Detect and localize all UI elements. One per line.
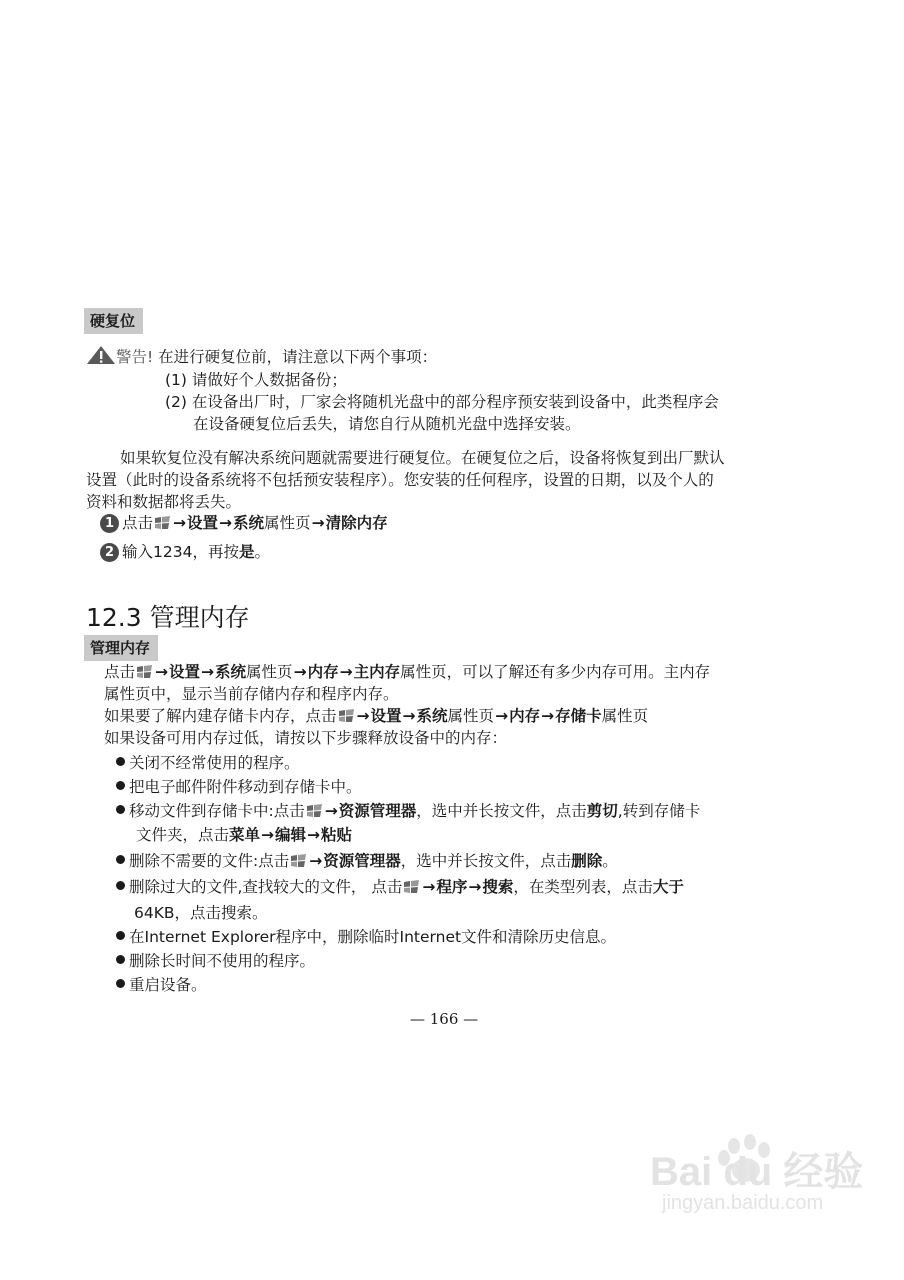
arrow-icon: → bbox=[311, 514, 325, 532]
bullet-4-pre: 删除不需要的文件:点击 bbox=[129, 852, 290, 870]
windows-start-icon bbox=[403, 880, 420, 894]
arrow-icon: → bbox=[219, 514, 233, 532]
bullet-dot bbox=[116, 757, 125, 766]
bullet-item-3 bbox=[116, 800, 700, 822]
step-2 bbox=[100, 541, 270, 563]
arrow-icon: → bbox=[155, 663, 169, 681]
bullet-3-line2-pre: 文件夹，点击 bbox=[136, 826, 230, 844]
hard-reset-para-line2: 设置（此时的设备系统将不包括预安装程序）。您安装的任何程序，设置的日期，以及个人的 bbox=[86, 471, 714, 489]
memory-line-3 bbox=[104, 705, 648, 727]
arrow-icon: → bbox=[356, 707, 370, 725]
section-title-text: 管理内存 bbox=[149, 603, 250, 632]
warning-label: 警告! bbox=[116, 348, 154, 366]
bullet-7-text: 删除长时间不使用的程序。 bbox=[129, 952, 316, 970]
arrow-icon: → bbox=[201, 663, 215, 681]
menu-programs: 程序 bbox=[436, 878, 468, 896]
step-1-number: 1 bbox=[100, 514, 119, 533]
bullet-3-post: ,转到存储卡 bbox=[617, 802, 701, 820]
menu-memory: 内存 bbox=[307, 663, 339, 681]
arrow-icon: → bbox=[402, 707, 416, 725]
arrow-icon: → bbox=[309, 852, 323, 870]
bullet-3-mid: ，选中并长按文件，点击 bbox=[416, 802, 587, 820]
bullet-dot bbox=[116, 979, 125, 988]
step-1-page: 属性页 bbox=[264, 514, 311, 532]
bullet-dot bbox=[116, 931, 125, 940]
bullet-item-5 bbox=[116, 876, 684, 898]
bullet-item-3-line2 bbox=[136, 824, 352, 846]
menu-file-explorer: 资源管理器 bbox=[338, 802, 417, 820]
menu-main-memory: 主内存 bbox=[353, 663, 401, 681]
arrow-icon: → bbox=[541, 707, 555, 725]
menu-system: 系统 bbox=[416, 707, 448, 725]
bullet-item-1 bbox=[116, 752, 300, 774]
arrow-icon: → bbox=[261, 826, 275, 844]
menu-paste: 粘贴 bbox=[321, 826, 353, 844]
windows-start-icon bbox=[290, 854, 307, 868]
menu-settings: 设置 bbox=[370, 707, 402, 725]
page-number: — 166 — bbox=[410, 1010, 479, 1028]
windows-start-icon bbox=[306, 804, 323, 818]
warning-item-1: (1) 请做好个人数据备份； bbox=[165, 371, 347, 389]
menu-delete: 删除 bbox=[571, 852, 603, 870]
bullet-item-4 bbox=[116, 850, 618, 872]
bullet-3-pre: 移动文件到存储卡中:点击 bbox=[129, 802, 305, 820]
menu-clear-memory: 清除内存 bbox=[325, 514, 388, 532]
step-1-pre: 点击 bbox=[122, 514, 154, 532]
warning-intro: 在进行硬复位前，请注意以下两个事项： bbox=[158, 348, 438, 366]
step-2-pre: 输入1234，再按 bbox=[122, 543, 239, 561]
windows-start-icon bbox=[154, 516, 171, 530]
bullet-item-2 bbox=[116, 776, 362, 798]
arrow-icon: → bbox=[173, 514, 187, 532]
memory-line-2: 属性页中，显示当前存储内存和程序内存。 bbox=[104, 685, 399, 703]
arrow-icon: → bbox=[293, 663, 307, 681]
menu-memory: 内存 bbox=[509, 707, 541, 725]
watermark-brand: Bai du 经验 bbox=[650, 1150, 864, 1194]
memory-line-1-pre: 点击 bbox=[104, 663, 136, 681]
menu-settings: 设置 bbox=[169, 663, 201, 681]
bullet-5-pre: 删除过大的文件,查找较大的文件， 点击 bbox=[129, 878, 403, 896]
menu-cut: 剪切 bbox=[586, 802, 618, 820]
hard-reset-para-line3: 资料和数据都将丢失。 bbox=[86, 493, 242, 511]
hard-reset-label: 硬复位 bbox=[84, 308, 143, 334]
memory-line-3-post: 属性页 bbox=[601, 707, 649, 725]
step-2-yes: 是 bbox=[238, 543, 255, 561]
arrow-icon: → bbox=[339, 663, 353, 681]
menu-search: 搜索 bbox=[482, 878, 514, 896]
warning-line bbox=[86, 345, 437, 368]
bullet-dot bbox=[116, 881, 125, 890]
bullet-1-text: 关闭不经常使用的程序。 bbox=[129, 754, 300, 772]
memory-line-4: 如果设备可用内存过低，请按以下步骤释放设备中的内存： bbox=[104, 729, 508, 747]
section-number: 12.3 bbox=[86, 603, 142, 632]
arrow-icon: → bbox=[468, 878, 482, 896]
watermark-url: jingyan.baidu.com bbox=[662, 1192, 824, 1214]
bullet-5-mid: ，在类型列表，点击 bbox=[513, 878, 653, 896]
menu-menu: 菜单 bbox=[229, 826, 261, 844]
step-1 bbox=[100, 512, 388, 534]
hard-reset-para-line1: 如果软复位没有解决系统问题就需要进行硬复位。在硬复位之后，设备将恢复到出厂默认 bbox=[120, 449, 725, 467]
menu-system: 系统 bbox=[215, 663, 247, 681]
memory-line-3-pre: 如果要了解内建存储卡内存，点击 bbox=[104, 707, 337, 725]
memory-line-3-mid: 属性页 bbox=[447, 707, 495, 725]
menu-file-explorer: 资源管理器 bbox=[323, 852, 401, 870]
arrow-icon: → bbox=[324, 802, 338, 820]
section-title bbox=[86, 598, 250, 634]
warning-icon bbox=[86, 345, 116, 365]
bullet-item-6 bbox=[116, 926, 616, 948]
menu-settings: 设置 bbox=[187, 514, 219, 532]
option-larger-than: 大于 bbox=[652, 878, 684, 896]
bullet-dot bbox=[116, 805, 125, 814]
warning-item-2-line2: 在设备硬复位后丢失，请您自行从随机光盘中选择安装。 bbox=[193, 415, 581, 433]
bullet-2-text: 把电子邮件附件移动到存储卡中。 bbox=[129, 778, 362, 796]
arrow-icon: → bbox=[422, 878, 436, 896]
bullet-dot bbox=[116, 855, 125, 864]
manage-memory-label: 管理内存 bbox=[84, 635, 158, 661]
windows-start-icon bbox=[136, 665, 153, 679]
memory-line-1 bbox=[104, 661, 710, 683]
step-2-number: 2 bbox=[100, 543, 119, 562]
arrow-icon: → bbox=[495, 707, 509, 725]
bullet-item-8 bbox=[116, 974, 207, 996]
bullet-4-mid: ，选中并长按文件，点击 bbox=[400, 852, 572, 870]
bullet-item-7 bbox=[116, 950, 315, 972]
memory-line-1-mid: 属性页 bbox=[246, 663, 293, 681]
bullet-6-text: 在Internet Explorer程序中，删除临时Internet文件和清除历史信息。 bbox=[129, 928, 617, 946]
menu-edit: 编辑 bbox=[275, 826, 307, 844]
windows-start-icon bbox=[338, 709, 355, 723]
watermark-logo bbox=[650, 1140, 863, 1197]
bullet-4-post: 。 bbox=[602, 852, 618, 870]
bullet-dot bbox=[116, 955, 125, 964]
step-2-end: 。 bbox=[254, 543, 270, 561]
bullet-8-text: 重启设备。 bbox=[129, 976, 207, 994]
warning-item-2-line1: (2) 在设备出厂时，厂家会将随机光盘中的部分程序预安装到设备中，此类程序会 bbox=[165, 393, 719, 411]
menu-system: 系统 bbox=[233, 514, 265, 532]
menu-storage-card: 存储卡 bbox=[555, 707, 602, 725]
memory-line-1-post: 属性页，可以了解还有多少内存可用。主内存 bbox=[400, 663, 711, 681]
arrow-icon: → bbox=[307, 826, 321, 844]
bullet-dot bbox=[116, 781, 125, 790]
bullet-item-5-line2: 64KB，点击搜索。 bbox=[134, 904, 268, 922]
